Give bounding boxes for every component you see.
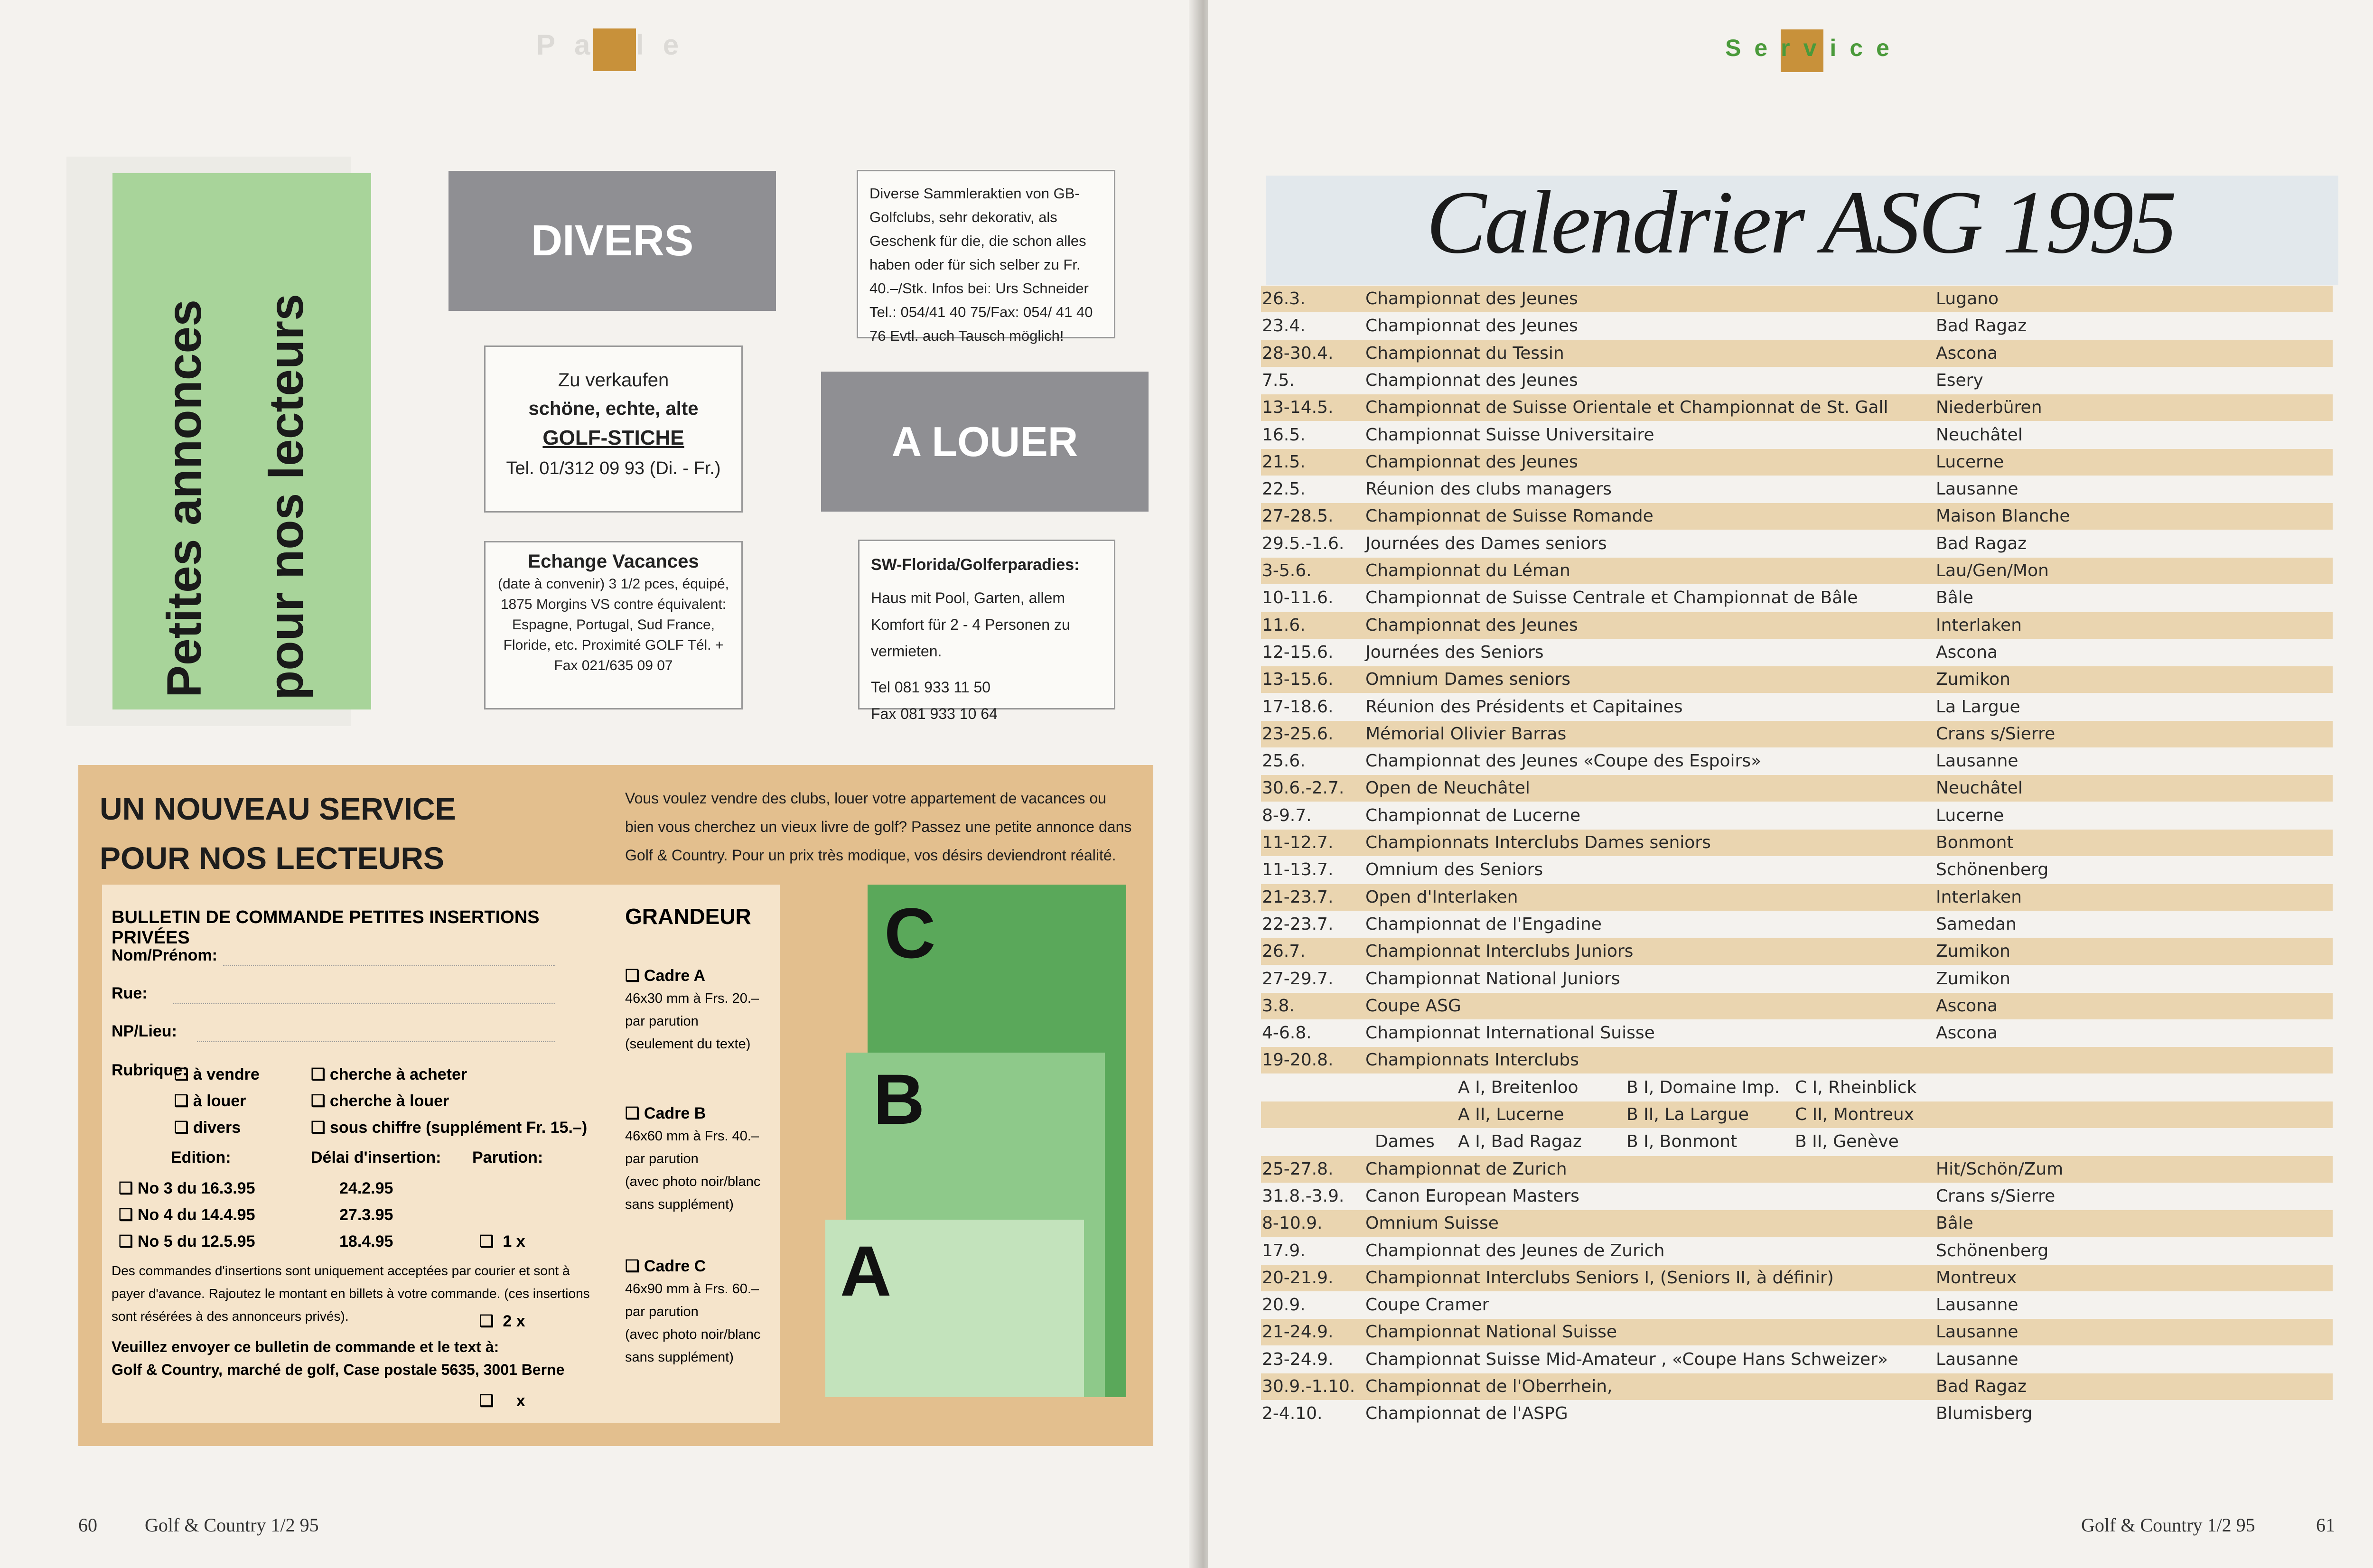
calendar-row <box>1261 1292 2333 1318</box>
event-date: 23.4. <box>1262 316 1306 336</box>
rubrique-a-louer[interactable]: ❑ à louer <box>174 1092 246 1110</box>
field-street-input[interactable] <box>173 1003 555 1004</box>
event-date: 17-18.6. <box>1262 697 1334 717</box>
event-date: 30.6.-2.7. <box>1262 778 1345 798</box>
event-date: 3.8. <box>1262 996 1295 1016</box>
event-date: 31.8.-3.9. <box>1262 1186 1345 1206</box>
size-c-label[interactable]: ❑ Cadre C <box>625 1257 706 1275</box>
size-a-price: 46x30 mm à Frs. 20.– <box>625 991 759 1006</box>
calendar-row <box>1261 612 2333 639</box>
calendar-row <box>1261 639 2333 666</box>
event-place: Lausanne <box>1936 1349 2018 1369</box>
footer-magazine-left: Golf & Country 1/2 95 <box>145 1514 319 1536</box>
grandeur-title: GRANDEUR <box>625 904 751 929</box>
size-letter-b: B <box>873 1059 925 1139</box>
event-name: Championnat de l'ASPG <box>1365 1404 1568 1424</box>
event-place: Ascona <box>1936 343 1998 363</box>
calendar-row <box>1261 1400 2333 1427</box>
event-place: Montreux <box>1936 1268 2017 1288</box>
size-a-label[interactable]: ❑ Cadre A <box>625 967 706 985</box>
size-letter-a: A <box>840 1231 892 1311</box>
size-b-note: (avec photo noir/blanc sans supplément) <box>625 1174 761 1212</box>
service-title-line1: UN NOUVEAU SERVICE <box>100 791 456 826</box>
event-name: Championnat International Suisse <box>1365 1023 1655 1043</box>
ad-stiche-line4: Tel. 01/312 09 93 (Di. - Fr.) <box>506 458 721 478</box>
calendar-row <box>1261 1074 2333 1101</box>
field-street-label: Rue: <box>112 984 148 1002</box>
edition-list <box>119 1175 255 1255</box>
a-louer-header: A LOUER <box>821 372 1149 512</box>
event-date: 13-14.5. <box>1262 398 1334 418</box>
order-form <box>102 885 617 1423</box>
event-place: Crans s/Sierre <box>1936 724 2055 744</box>
event-name: Championnat de Zurich <box>1365 1159 1567 1179</box>
interclub-c: C I, Rheinblick <box>1795 1077 1917 1097</box>
calendar-row <box>1261 748 2333 775</box>
event-name: Coupe ASG <box>1365 996 1461 1016</box>
calendar-row <box>1261 966 2333 992</box>
event-place: Blumisberg <box>1936 1404 2033 1424</box>
event-date: 20-21.9. <box>1262 1268 1334 1288</box>
calendar-row <box>1261 1346 2333 1373</box>
col-edition: Edition: <box>171 1148 231 1167</box>
calendar-row <box>1261 476 2333 503</box>
right-page <box>1208 0 2373 1568</box>
event-name: Championnat des Jeunes «Coupe des Espoirs» <box>1365 751 1762 771</box>
size-b <box>625 1102 777 1216</box>
event-name: Championnat de Lucerne <box>1365 805 1580 825</box>
event-date: 27-28.5. <box>1262 506 1334 526</box>
event-place: Interlaken <box>1936 887 2022 907</box>
event-name: Championnat du Tessin <box>1365 343 1564 363</box>
calendar-title: Calendrier ASG 1995 <box>1426 173 2175 272</box>
service-panel <box>78 765 1153 1446</box>
calendar-row <box>1261 1020 2333 1046</box>
delai-list <box>339 1175 393 1255</box>
calendar-row <box>1261 911 2333 938</box>
event-date: 29.5.-1.6. <box>1262 533 1345 553</box>
interclub-c: B II, Genève <box>1795 1132 1899 1152</box>
calendar-row <box>1261 803 2333 829</box>
event-place: Niederbüren <box>1936 398 2042 418</box>
ad-florida-tel: Tel 081 933 11 50 <box>871 679 991 696</box>
event-name: Réunion des clubs managers <box>1365 479 1612 499</box>
calendar-row <box>1261 775 2333 802</box>
send-line1: Veuillez envoyer ce bulletin de commande et le text à: <box>112 1338 499 1355</box>
interclub-a: A I, Breitenloo <box>1458 1077 1579 1097</box>
rubrique-sous-chiffre[interactable]: ❑ sous chiffre (supplément Fr. 15.–) <box>311 1119 588 1137</box>
calendar-row <box>1261 585 2333 611</box>
event-name: Omnium Dames seniors <box>1365 670 1571 690</box>
field-np-input[interactable] <box>197 1041 555 1042</box>
calendar-row <box>1261 938 2333 965</box>
size-c-price: 46x90 mm à Frs. 60.– <box>625 1281 759 1297</box>
event-name: Championnat des Jeunes <box>1365 289 1578 308</box>
calendar-row <box>1261 531 2333 557</box>
section-header-left: Pa le <box>536 29 698 61</box>
event-name: Championnat Interclubs Seniors I, (Seniors II, à définir) <box>1365 1268 1834 1288</box>
form-title: BULLETIN DE COMMANDE PETITES INSERTIONS PRIVÉES <box>112 907 540 948</box>
calendar-row <box>1261 1265 2333 1291</box>
vertical-title-line1: Petites annonces <box>157 299 211 698</box>
calendar-row <box>1261 694 2333 720</box>
calendar-row <box>1261 1183 2333 1210</box>
event-name: Championnat des Jeunes <box>1365 316 1578 336</box>
calendar-row <box>1261 286 2333 312</box>
event-name: Championnat de Suisse Centrale et Championnat de Bâle <box>1365 588 1858 608</box>
event-name: Championnat de Suisse Orientale et Championnat de St. Gall <box>1365 398 1888 418</box>
event-place: Lausanne <box>1936 479 2018 499</box>
form-note: Des commandes d'insertions sont uniquement acceptées par courier et sont à payer d'avance. Rajoutez le montant en billets à votre commande. (ces insertions sont résérées à des annonceurs privés). <box>112 1263 590 1324</box>
event-name: Mémorial Olivier Barras <box>1365 724 1567 744</box>
interclub-group: Dames <box>1375 1132 1435 1152</box>
event-name: Omnium des Seniors <box>1365 860 1543 880</box>
event-place: Crans s/Sierre <box>1936 1186 2055 1206</box>
event-name: Championnat des Jeunes <box>1365 370 1578 390</box>
calendar-row <box>1261 1047 2333 1073</box>
rubrique-label: Rubrique: <box>112 1061 188 1079</box>
event-place: Zumikon <box>1936 670 2010 690</box>
ad-florida-body: Haus mit Pool, Garten, allem Komfort für 2 - 4 Personen zu vermieten. <box>871 589 1070 660</box>
event-name: Championnat National Juniors <box>1365 969 1620 989</box>
send-line2: Golf & Country, marché de golf, Case postale 5635, 3001 Berne <box>112 1361 565 1378</box>
event-place: Neuchâtel <box>1936 778 2023 798</box>
event-name: Journées des Dames seniors <box>1365 533 1607 553</box>
event-place: Schönenberg <box>1936 1241 2049 1260</box>
page-number-right: 61 <box>2316 1514 2335 1536</box>
event-name: Championnat de Suisse Romande <box>1365 506 1654 526</box>
event-name: Réunion des Présidents et Capitaines <box>1365 697 1683 717</box>
calendar-row <box>1261 367 2333 394</box>
event-name: Championnat des Jeunes <box>1365 452 1578 472</box>
event-date: 21.5. <box>1262 452 1306 472</box>
calendar-row <box>1261 422 2333 448</box>
calendar-row <box>1261 1101 2333 1128</box>
event-date: 3-5.6. <box>1262 561 1312 580</box>
section-header-right: Service <box>1725 35 1903 61</box>
size-a-parution: par parution <box>625 1014 699 1029</box>
event-place: Lausanne <box>1936 751 2018 771</box>
calendar-row <box>1261 1156 2333 1183</box>
event-place: Ascona <box>1936 642 1998 662</box>
ad-florida-title: SW-Florida/Golferparadies: <box>871 556 1080 574</box>
event-date: 4-6.8. <box>1262 1023 1312 1043</box>
event-name: Championnat des Jeunes <box>1365 615 1578 635</box>
event-place: Lucerne <box>1936 452 2004 472</box>
event-place: Bâle <box>1936 1213 1973 1233</box>
event-place: Ascona <box>1936 1023 1998 1043</box>
page-number-left: 60 <box>78 1514 97 1536</box>
event-date: 11-12.7. <box>1262 833 1334 852</box>
rubrique-divers[interactable]: ❑ divers <box>174 1119 241 1137</box>
event-name: Journées des Seniors <box>1365 642 1544 662</box>
rubrique-col1 <box>174 1061 260 1141</box>
event-name: Championnat de l'Oberrhein, <box>1365 1377 1613 1396</box>
interclub-b: B I, Bonmont <box>1626 1132 1738 1152</box>
calendar-row <box>1261 558 2333 584</box>
size-letter-c: C <box>884 893 936 973</box>
interclub-c: C II, Montreux <box>1795 1105 1914 1124</box>
event-place: Ascona <box>1936 996 1998 1016</box>
event-name: Coupe Cramer <box>1365 1295 1489 1315</box>
event-name: Championnat National Suisse <box>1365 1322 1617 1342</box>
ad-florida-fax: Fax 081 933 10 64 <box>871 705 998 722</box>
event-date: 23-25.6. <box>1262 724 1334 744</box>
parution-option[interactable]: ❑ 1 x <box>479 1232 525 1251</box>
delai-value: 27.3.95 <box>339 1206 393 1224</box>
footer-magazine-right: Golf & Country 1/2 95 <box>2081 1514 2255 1536</box>
size-c-parution: par parution <box>625 1304 699 1319</box>
size-c <box>625 1255 777 1369</box>
event-date: 8-9.7. <box>1262 805 1312 825</box>
calendar-row <box>1261 313 2333 339</box>
calendar-row <box>1261 830 2333 856</box>
event-name: Omnium Suisse <box>1365 1213 1499 1233</box>
event-place: Neuchâtel <box>1936 425 2023 445</box>
event-date: 22.5. <box>1262 479 1306 499</box>
form-send <box>112 1335 610 1381</box>
event-place: Zumikon <box>1936 969 2010 989</box>
delai-value: 18.4.95 <box>339 1232 393 1251</box>
event-date: 27-29.7. <box>1262 969 1334 989</box>
event-name: Open d'Interlaken <box>1365 887 1518 907</box>
ad-florida <box>858 540 1115 722</box>
event-name: Championnats Interclubs Dames seniors <box>1365 833 1711 852</box>
service-title <box>100 784 456 883</box>
event-date: 19-20.8. <box>1262 1050 1334 1070</box>
calendar-row <box>1261 1210 2333 1237</box>
event-name: Championnat du Léman <box>1365 561 1570 580</box>
event-place: Bad Ragaz <box>1936 1377 2027 1396</box>
event-name: Championnats Interclubs <box>1365 1050 1579 1070</box>
event-place: Lugano <box>1936 289 1999 308</box>
event-place: Hit/Schön/Zum <box>1936 1159 2064 1179</box>
size-b-price: 46x60 mm à Frs. 40.– <box>625 1129 759 1144</box>
event-date: 30.9.-1.10. <box>1262 1377 1355 1396</box>
event-date: 26.7. <box>1262 942 1306 961</box>
event-place: Schönenberg <box>1936 860 2049 880</box>
event-place: La Largue <box>1936 697 2020 717</box>
event-place: Zumikon <box>1936 942 2010 961</box>
event-date: 21-24.9. <box>1262 1322 1334 1342</box>
calendar-row <box>1261 340 2333 367</box>
delai-value: 24.2.95 <box>339 1179 393 1197</box>
size-a <box>625 964 777 1055</box>
calendar-row <box>1261 993 2333 1019</box>
rubrique-col2 <box>311 1061 587 1141</box>
field-name-label: Nom/Prénom: <box>112 946 217 964</box>
ad-gb-golfclubs: Diverse Sammleraktien von GB-Golfclubs, sehr dekorativ, als Geschenk für die, die schon alles haben oder für sich selber zu Fr. 40.–/Stk. Infos bei: Urs Schneider Tel.: 054/41 40 75/Fax: 054/ 41 40 76 Evtl. auch Tausch möglich! <box>857 170 1115 338</box>
event-date: 2-4.10. <box>1262 1404 1323 1424</box>
event-place: Bad Ragaz <box>1936 533 2027 553</box>
calendar-row <box>1261 1129 2333 1155</box>
size-b-label[interactable]: ❑ Cadre B <box>625 1104 706 1122</box>
event-place: Bad Ragaz <box>1936 316 2027 336</box>
service-title-line2: POUR NOS LECTEURS <box>100 840 445 876</box>
event-date: 22-23.7. <box>1262 914 1334 934</box>
rubrique-cherche-acheter[interactable]: ❑ cherche à acheter <box>311 1065 467 1083</box>
parution-option[interactable]: ❑ x <box>479 1392 525 1410</box>
event-place: Lausanne <box>1936 1295 2018 1315</box>
event-place: Esery <box>1936 370 1983 390</box>
event-date: 21-23.7. <box>1262 887 1334 907</box>
event-place: Maison Blanche <box>1936 506 2070 526</box>
vertical-title-line2: pour nos lecteurs <box>259 294 313 700</box>
event-date: 23-24.9. <box>1262 1349 1334 1369</box>
col-parution: Parution: <box>472 1148 543 1167</box>
event-date: 16.5. <box>1262 425 1306 445</box>
event-place: Interlaken <box>1936 615 2022 635</box>
calendar-row <box>1261 1319 2333 1345</box>
grandeur-panel <box>615 885 780 1423</box>
event-date: 8-10.9. <box>1262 1213 1323 1233</box>
event-place: Bonmont <box>1936 833 2014 852</box>
ad-stiche-line2: schöne, echte, alte <box>528 398 699 419</box>
event-date: 7.5. <box>1262 370 1295 390</box>
event-date: 11-13.7. <box>1262 860 1334 880</box>
event-date: 20.9. <box>1262 1295 1306 1315</box>
interclub-b: B II, La Largue <box>1626 1105 1749 1124</box>
interclub-a: A II, Lucerne <box>1458 1105 1564 1124</box>
event-date: 13-15.6. <box>1262 670 1334 690</box>
event-date: 17.9. <box>1262 1241 1306 1260</box>
event-date: 12-15.6. <box>1262 642 1334 662</box>
event-date: 11.6. <box>1262 615 1306 635</box>
service-intro: Vous voulez vendre des clubs, louer votre appartement de vacances ou bien vous cherchez un vieux livre de golf? Passez une petite annonce dans Golf & Country. Pour un prix très modique, vos désirs deviendront réalité. <box>625 790 1132 864</box>
event-place: Lau/Gen/Mon <box>1936 561 2049 580</box>
size-a-note: (seulement du texte) <box>625 1036 751 1052</box>
col-delai: Délai d'insertion: <box>311 1148 441 1167</box>
divers-header: DIVERS <box>448 171 776 311</box>
ad-stiche-line1: Zu verkaufen <box>558 370 669 391</box>
edition-row[interactable]: ❑ No 3 du 16.3.95 <box>119 1179 255 1197</box>
event-place: Lucerne <box>1936 805 2004 825</box>
interclub-a: A I, Bad Ragaz <box>1458 1132 1582 1152</box>
event-name: Open de Neuchâtel <box>1365 778 1530 798</box>
parution-option[interactable]: ❑ 2 x <box>479 1312 525 1330</box>
event-date: 28-30.4. <box>1262 343 1334 363</box>
title-strip <box>112 173 371 709</box>
event-date: 25-27.8. <box>1262 1159 1334 1179</box>
event-name: Canon European Masters <box>1365 1186 1579 1206</box>
event-date: 10-11.6. <box>1262 588 1334 608</box>
event-place: Bâle <box>1936 588 1973 608</box>
calendar-row <box>1261 394 2333 421</box>
rubrique-cherche-louer[interactable]: ❑ cherche à louer <box>311 1092 449 1110</box>
field-np-label: NP/Lieu: <box>112 1022 177 1040</box>
size-c-note: (avec photo noir/blanc sans supplément) <box>625 1327 761 1365</box>
event-name: Championnat Suisse Mid-Amateur , «Coupe Hans Schweizer» <box>1365 1349 1888 1369</box>
rubrique-a-vendre[interactable]: ❑ à vendre <box>174 1065 260 1083</box>
calendar-row <box>1261 666 2333 693</box>
calendar-row <box>1261 503 2333 530</box>
event-place: Samedan <box>1936 914 2017 934</box>
event-name: Championnat Interclubs Juniors <box>1365 942 1634 961</box>
calendar-row <box>1261 449 2333 476</box>
event-date: 26.3. <box>1262 289 1306 308</box>
ad-echange-title: Echange Vacances <box>528 551 699 572</box>
interclub-b: B I, Domaine Imp. <box>1626 1077 1780 1097</box>
event-date: 25.6. <box>1262 751 1306 771</box>
event-name: Championnat des Jeunes de Zurich <box>1365 1241 1665 1260</box>
event-name: Championnat Suisse Universitaire <box>1365 425 1654 445</box>
edition-row[interactable]: ❑ No 4 du 14.4.95 <box>119 1206 255 1224</box>
calendar-row <box>1261 1238 2333 1264</box>
edition-row[interactable]: ❑ No 5 du 12.5.95 <box>119 1232 255 1251</box>
calendar-row <box>1261 721 2333 747</box>
event-place: Lausanne <box>1936 1322 2018 1342</box>
event-name: Championnat de l'Engadine <box>1365 914 1602 934</box>
calendar-row <box>1261 884 2333 911</box>
field-name-input[interactable] <box>223 965 555 966</box>
ad-golf-stiche <box>484 345 743 513</box>
size-b-parution: par parution <box>625 1151 699 1167</box>
ad-stiche-line3: GOLF-STICHE <box>542 426 684 449</box>
ad-echange-vacances <box>484 541 743 709</box>
calendar-row <box>1261 857 2333 883</box>
calendar-row <box>1261 1373 2333 1400</box>
ad-echange-body: (date à convenir) 3 1/2 pces, équipé, 1875 Morgins VS contre équivalent: Espagne, Portugal, Sud France, Floride, etc. Proximité GOLF Tél. + Fax 021/635 09 07 <box>498 576 729 673</box>
